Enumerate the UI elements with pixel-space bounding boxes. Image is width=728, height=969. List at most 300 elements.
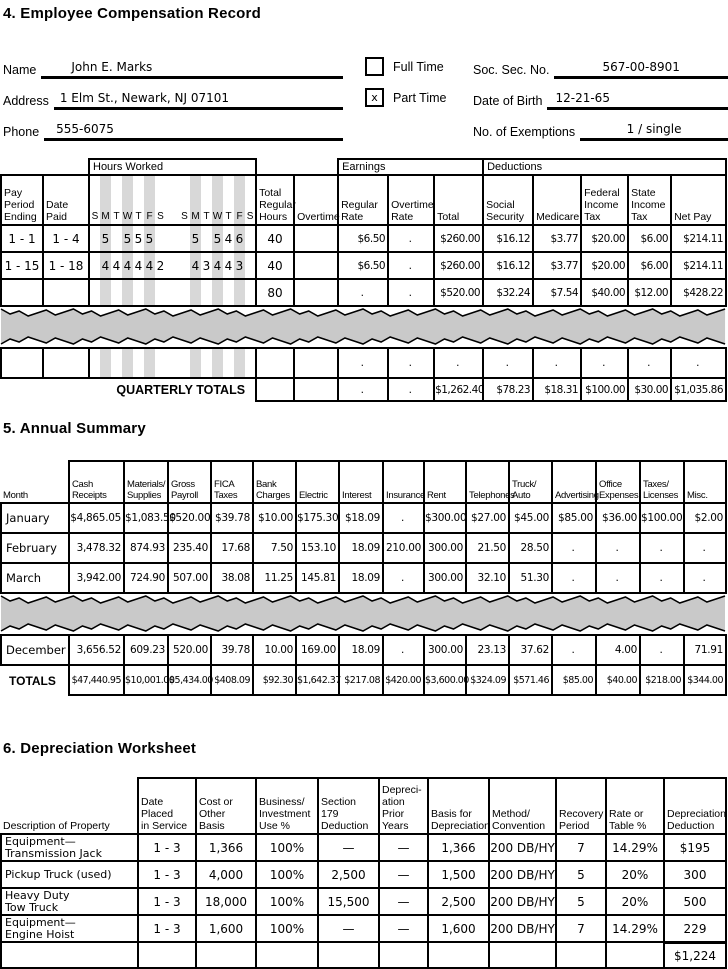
table-cell	[1, 593, 726, 635]
table-cell: 500	[664, 888, 726, 915]
table-cell: 71.91	[684, 635, 726, 665]
ssn-input[interactable]	[554, 60, 728, 79]
table-cell: 1,600	[428, 915, 489, 942]
table-cell: $344.00	[684, 665, 726, 695]
table-cell: 300	[664, 861, 726, 888]
table-cell: Overtime	[294, 175, 338, 225]
table-cell	[294, 225, 338, 252]
table-cell: 18.09	[339, 533, 383, 563]
section-4-title: 4. Employee Compensation Record	[3, 5, 261, 22]
table-cell: $428.22	[671, 279, 726, 306]
table-cell	[1, 942, 138, 968]
table-cell	[201, 225, 212, 252]
table-cell: Net Pay	[671, 175, 726, 225]
table-cell: S	[89, 175, 100, 225]
table-cell: $420.00	[383, 665, 424, 695]
table-cell	[234, 348, 245, 378]
table-cell: $571.46	[509, 665, 552, 695]
table-cell	[379, 942, 428, 968]
table-cell: 1,500	[428, 861, 489, 888]
table-cell: —	[379, 834, 428, 861]
table-cell: 7.50	[253, 533, 296, 563]
table-cell: $6.50	[338, 225, 388, 252]
table-cell: $16.12	[483, 252, 533, 279]
address-input[interactable]	[54, 91, 343, 110]
table-cell: Interest	[339, 461, 383, 503]
table-cell: $6.50	[338, 252, 388, 279]
table-cell: 300.00	[424, 635, 466, 665]
table-cell: 1 - 3	[138, 888, 196, 915]
table-cell: 5	[100, 225, 111, 252]
table-cell	[1, 306, 726, 348]
table-cell: $5,434.00	[168, 665, 211, 695]
table-cell: Electric	[296, 461, 339, 503]
table-cell: —	[379, 861, 428, 888]
table-cell: 17.68	[211, 533, 253, 563]
table-cell: $47,440.95	[69, 665, 124, 695]
table-cell: Overtime Rate	[388, 175, 434, 225]
table-cell	[256, 348, 294, 378]
table-cell	[166, 225, 179, 252]
table-cell	[1, 159, 89, 175]
table-cell: 6	[234, 225, 245, 252]
table-cell: 100%	[256, 834, 318, 861]
table-cell: Equipment— Transmission Jack	[1, 834, 138, 861]
month-row	[1, 635, 726, 665]
table-cell	[144, 279, 155, 306]
table-cell: Federal Income Tax	[581, 175, 628, 225]
table-cell: $520.00	[434, 279, 483, 306]
table-cell: 40	[256, 225, 294, 252]
property-row	[1, 915, 726, 942]
table-cell: $214.11	[671, 225, 726, 252]
table-cell: Medicare	[533, 175, 581, 225]
table-cell: 1 - 3	[138, 861, 196, 888]
table-cell: $217.08	[339, 665, 383, 695]
table-cell: $18.31	[533, 378, 581, 401]
depreciation-total-value: $1,224	[664, 942, 726, 968]
table-cell: $195	[664, 834, 726, 861]
table-cell: M	[100, 175, 111, 225]
table-cell: 1,366	[196, 834, 256, 861]
table-cell: T	[223, 175, 234, 225]
table-cell: $408.09	[211, 665, 253, 695]
table-cell: T	[201, 175, 212, 225]
dob-label: Date of Birth	[473, 94, 543, 108]
table-cell: .	[388, 252, 434, 279]
table-cell: Heavy Duty Tow Truck	[1, 888, 138, 915]
full-time-option[interactable]	[365, 57, 473, 79]
ssn-label: Soc. Sec. No.	[473, 63, 550, 77]
table-cell: $40.00	[581, 279, 628, 306]
table-cell: Method/ Convention	[489, 778, 556, 834]
table-cell: 3,478.32	[69, 533, 124, 563]
table-cell	[1, 279, 43, 306]
table-cell	[43, 279, 89, 306]
column-header-row	[1, 461, 726, 503]
table-cell: 18.09	[339, 635, 383, 665]
table-cell: $20.00	[581, 252, 628, 279]
table-cell: .	[684, 533, 726, 563]
table-cell: $520.00	[168, 503, 211, 533]
torn-band-row	[1, 306, 726, 348]
table-cell	[166, 175, 179, 225]
table-cell: 20%	[606, 888, 664, 915]
table-cell: Advertising	[552, 461, 596, 503]
table-cell: $30.00	[628, 378, 671, 401]
table-cell: .	[338, 348, 388, 378]
table-cell: 169.00	[296, 635, 339, 665]
name-input[interactable]	[41, 60, 343, 79]
table-cell: Description of Property	[1, 778, 138, 834]
table-cell: 1 - 1	[1, 225, 43, 252]
table-cell: Month	[1, 461, 69, 503]
table-cell: Regular Rate	[338, 175, 388, 225]
table-cell	[212, 348, 223, 378]
depreciation-table	[0, 777, 727, 969]
table-cell	[122, 279, 133, 306]
table-cell: Cost or Other Basis	[196, 778, 256, 834]
table-cell: —	[379, 888, 428, 915]
address-value: 1 Elm St., Newark, NJ 07101	[59, 91, 230, 105]
table-cell: 38.08	[211, 563, 253, 593]
table-cell: 4	[190, 252, 201, 279]
table-cell: .	[640, 635, 684, 665]
table-cell: $3.77	[533, 225, 581, 252]
table-cell	[245, 348, 256, 378]
quarterly-totals-label: QUARTERLY TOTALS	[1, 378, 256, 401]
table-cell: W	[122, 175, 133, 225]
table-cell: 3,656.52	[69, 635, 124, 665]
hours-worked-group-header: Hours Worked	[89, 159, 256, 175]
table-cell	[89, 279, 100, 306]
table-cell	[294, 279, 338, 306]
table-cell: Total Regular Hours	[256, 175, 294, 225]
table-cell: 100%	[256, 915, 318, 942]
exemptions-input[interactable]	[580, 122, 728, 141]
table-cell	[43, 348, 89, 378]
table-cell	[179, 225, 190, 252]
table-cell: 10.00	[253, 635, 296, 665]
table-cell	[100, 279, 111, 306]
part-time-option[interactable]	[365, 88, 473, 110]
table-cell: $3,600.00	[424, 665, 466, 695]
table-cell: Basis for Depreciation	[428, 778, 489, 834]
table-cell	[234, 279, 245, 306]
table-cell: $32.24	[483, 279, 533, 306]
table-cell	[428, 942, 489, 968]
table-cell: 4	[133, 252, 144, 279]
table-cell	[294, 378, 338, 401]
table-cell: 4	[111, 252, 122, 279]
table-cell: 3	[234, 252, 245, 279]
table-cell: .	[383, 503, 424, 533]
table-cell: 5	[556, 861, 606, 888]
table-cell	[294, 252, 338, 279]
table-cell: 3,942.00	[69, 563, 124, 593]
table-cell: 4	[100, 252, 111, 279]
table-cell: Rent	[424, 461, 466, 503]
table-cell: Business/ Investment Use %	[256, 778, 318, 834]
table-cell: 18.09	[339, 563, 383, 593]
table-cell: 520.00	[168, 635, 211, 665]
table-cell: 5	[144, 225, 155, 252]
torn-band-row	[1, 593, 726, 635]
table-cell: S	[245, 175, 256, 225]
table-cell: $260.00	[434, 225, 483, 252]
table-cell: $92.30	[253, 665, 296, 695]
table-cell: 1 - 3	[138, 834, 196, 861]
table-cell	[245, 252, 256, 279]
column-header-row	[1, 778, 726, 834]
table-cell	[166, 348, 179, 378]
table-cell: Insurance	[383, 461, 424, 503]
table-cell: 37.62	[509, 635, 552, 665]
table-cell: 28.50	[509, 533, 552, 563]
table-cell: 1,366	[428, 834, 489, 861]
empty-row	[1, 348, 726, 378]
table-cell: $324.09	[466, 665, 509, 695]
table-cell: 200 DB/HY	[489, 834, 556, 861]
table-cell: $85.00	[552, 503, 596, 533]
part-time-label: Part Time	[393, 90, 447, 105]
table-cell	[256, 942, 318, 968]
table-cell	[166, 252, 179, 279]
month-row	[1, 503, 726, 533]
table-cell: 300.00	[424, 533, 466, 563]
property-row	[1, 888, 726, 915]
earnings-group-header: Earnings	[338, 159, 483, 175]
table-cell	[155, 279, 166, 306]
table-cell: $36.00	[596, 503, 640, 533]
table-cell	[179, 279, 190, 306]
table-cell: $85.00	[552, 665, 596, 695]
table-cell: $100.00	[581, 378, 628, 401]
table-cell: 11.25	[253, 563, 296, 593]
table-cell: M	[190, 175, 201, 225]
table-cell	[155, 348, 166, 378]
table-cell: .	[533, 348, 581, 378]
address-label: Address	[3, 94, 49, 108]
table-cell: Date Paid	[43, 175, 89, 225]
table-cell	[111, 279, 122, 306]
table-cell: Telephones	[466, 461, 509, 503]
table-cell: State Income Tax	[628, 175, 671, 225]
table-cell: 100%	[256, 861, 318, 888]
table-cell: $7.54	[533, 279, 581, 306]
table-cell: 5	[556, 888, 606, 915]
deductions-group-header: Deductions	[483, 159, 726, 175]
table-cell	[144, 348, 155, 378]
table-cell: Cash Receipts	[69, 461, 124, 503]
table-cell: 23.13	[466, 635, 509, 665]
table-cell: 2	[155, 252, 166, 279]
table-cell: $20.00	[581, 225, 628, 252]
table-cell: 40	[256, 252, 294, 279]
property-row	[1, 834, 726, 861]
pay-period-row	[1, 225, 726, 252]
table-cell	[256, 378, 294, 401]
address-field	[3, 91, 365, 110]
table-cell: .	[338, 378, 388, 401]
table-cell: Recovery Period	[556, 778, 606, 834]
table-cell: 235.40	[168, 533, 211, 563]
table-cell: .	[552, 533, 596, 563]
table-cell: .	[388, 348, 434, 378]
table-cell: 1 - 15	[1, 252, 43, 279]
table-cell: .	[640, 563, 684, 593]
table-cell: 507.00	[168, 563, 211, 593]
table-cell: FICA Taxes	[211, 461, 253, 503]
table-cell: 200 DB/HY	[489, 915, 556, 942]
table-cell	[89, 252, 100, 279]
dob-value: 12-21-65	[555, 91, 610, 105]
table-cell: $1,262.40	[434, 378, 483, 401]
phone-label: Phone	[3, 125, 40, 139]
table-cell: 4	[212, 252, 223, 279]
table-cell	[155, 225, 166, 252]
group-header-row	[1, 159, 726, 175]
table-cell: 874.93	[124, 533, 168, 563]
table-cell	[166, 279, 179, 306]
table-cell: $1,642.37	[296, 665, 339, 695]
table-cell: Truck/ Auto	[509, 461, 552, 503]
name-field	[3, 60, 365, 79]
table-cell	[89, 225, 100, 252]
table-cell: 18,000	[196, 888, 256, 915]
table-cell: —	[318, 915, 379, 942]
table-cell	[606, 942, 664, 968]
table-cell: $18.09	[339, 503, 383, 533]
table-cell: S	[155, 175, 166, 225]
dob-field	[473, 91, 728, 110]
month-row	[1, 533, 726, 563]
table-cell: .	[684, 563, 726, 593]
table-cell	[245, 225, 256, 252]
subtotal-row	[1, 279, 726, 306]
table-cell: 724.90	[124, 563, 168, 593]
table-cell: 1 - 3	[138, 915, 196, 942]
annual-totals-label: TOTALS	[1, 665, 69, 695]
table-cell: 14.29%	[606, 834, 664, 861]
table-cell: $1,035.86	[671, 378, 726, 401]
table-cell: .	[552, 563, 596, 593]
table-cell: Misc.	[684, 461, 726, 503]
full-time-checkbox[interactable]	[365, 57, 384, 76]
table-cell: March	[1, 563, 69, 593]
table-cell: $10.00	[253, 503, 296, 533]
table-cell: 1,600	[196, 915, 256, 942]
table-cell: 39.78	[211, 635, 253, 665]
table-cell: 2,500	[428, 888, 489, 915]
table-cell: 4	[144, 252, 155, 279]
table-cell: Depreciation Deduction	[664, 778, 726, 834]
table-cell: .	[338, 279, 388, 306]
table-cell: $3.77	[533, 252, 581, 279]
part-time-checkbox[interactable]: x	[365, 88, 384, 107]
property-row	[1, 861, 726, 888]
table-cell: —	[379, 915, 428, 942]
table-cell: Pay Period Ending	[1, 175, 43, 225]
table-cell	[133, 279, 144, 306]
name-value: John E. Marks	[71, 60, 153, 74]
table-cell: 1 - 4	[43, 225, 89, 252]
table-cell: $10,001.00	[124, 665, 168, 695]
table-cell: 7	[556, 834, 606, 861]
ssn-value: 567-00-8901	[602, 60, 680, 74]
table-cell: Depreci- ation Prior Years	[379, 778, 428, 834]
table-cell: $260.00	[434, 252, 483, 279]
table-cell: February	[1, 533, 69, 563]
month-row	[1, 563, 726, 593]
table-cell: Office Expenses	[596, 461, 640, 503]
table-cell: 145.81	[296, 563, 339, 593]
table-cell: 4	[122, 252, 133, 279]
table-cell: Bank Charges	[253, 461, 296, 503]
table-cell: .	[388, 378, 434, 401]
depreciation-total-row	[1, 942, 726, 968]
table-cell: T	[133, 175, 144, 225]
table-cell: 32.10	[466, 563, 509, 593]
table-cell: 5	[133, 225, 144, 252]
dob-input[interactable]	[547, 91, 728, 110]
table-cell	[223, 279, 234, 306]
table-cell: $16.12	[483, 225, 533, 252]
table-cell: 21.50	[466, 533, 509, 563]
table-cell: .	[434, 348, 483, 378]
table-cell: 200 DB/HY	[489, 861, 556, 888]
table-cell: Section 179 Deduction	[318, 778, 379, 834]
compensation-table	[0, 158, 727, 402]
table-cell	[133, 348, 144, 378]
table-cell: 4	[223, 252, 234, 279]
table-cell: $6.00	[628, 252, 671, 279]
exemptions-value: 1 / single	[626, 122, 682, 136]
table-cell: $214.11	[671, 252, 726, 279]
table-cell	[179, 252, 190, 279]
employee-info-form	[3, 48, 725, 141]
table-cell	[1, 348, 43, 378]
section-5-title: 5. Annual Summary	[3, 420, 146, 438]
table-cell	[89, 348, 100, 378]
table-cell: .	[640, 533, 684, 563]
phone-input[interactable]	[44, 122, 343, 141]
table-cell: December	[1, 635, 69, 665]
table-cell: .	[483, 348, 533, 378]
table-cell: T	[111, 175, 122, 225]
table-cell: 5	[122, 225, 133, 252]
table-cell: .	[671, 348, 726, 378]
table-cell	[100, 348, 111, 378]
table-cell: Rate or Table %	[606, 778, 664, 834]
table-cell: S	[179, 175, 190, 225]
table-cell: 5	[212, 225, 223, 252]
table-cell: .	[383, 635, 424, 665]
phone-field	[3, 122, 365, 141]
table-cell: .	[596, 563, 640, 593]
table-cell	[201, 348, 212, 378]
ssn-field	[473, 60, 728, 79]
section-6-title: 6. Depreciation Worksheet	[3, 740, 197, 758]
table-cell: January	[1, 503, 69, 533]
table-cell: $300.00	[424, 503, 466, 533]
table-cell: Materials/ Supplies	[124, 461, 168, 503]
table-cell: Taxes/ Licenses	[640, 461, 684, 503]
table-cell: 80	[256, 279, 294, 306]
table-cell: 15,500	[318, 888, 379, 915]
table-cell: 100%	[256, 888, 318, 915]
table-cell: F	[144, 175, 155, 225]
